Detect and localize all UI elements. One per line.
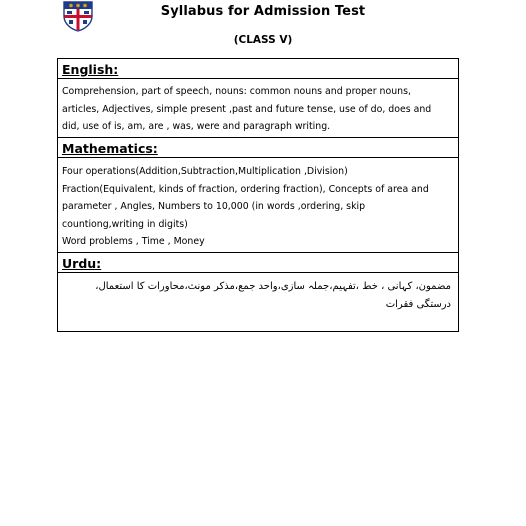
section-heading-mathematics: Mathematics:: [62, 141, 158, 156]
section-heading-english: English:: [62, 62, 119, 77]
section-english: [58, 59, 458, 138]
section-body-mathematics: [58, 158, 458, 252]
section-body-english: [58, 79, 458, 137]
math-line-3: parameter , Angles, Numbers to 10,000 (in words ,ordering, skip: [62, 201, 366, 212]
section-body-urdu: [58, 273, 458, 331]
urdu-line-2: درستگی فقرات: [385, 299, 451, 310]
english-line-2: articles, Adjectives, simple present ,past and future tense, use of do, does and: [62, 103, 432, 115]
syllabus-table: [57, 58, 459, 332]
english-line-3: did, use of is, am, are , was, were and paragraph writing.: [62, 121, 331, 132]
english-line-1: Comprehension, part of speech, nouns: common nouns and proper nouns,: [62, 86, 411, 97]
section-heading: [58, 59, 458, 79]
math-line-5: Word problems , Time , Money: [62, 236, 205, 247]
document-title: Syllabus for Admission Test: [160, 4, 366, 19]
section-heading: [58, 138, 458, 158]
section-urdu: [58, 253, 458, 331]
math-line-2: Fraction(Equivalent, kinds of fraction, ordering fraction), Concepts of area and: [62, 183, 429, 195]
math-line-1: Four operations(Addition,Subtraction,Multiplication ,Division): [62, 166, 348, 177]
section-mathematics: [58, 138, 458, 253]
section-heading: [58, 253, 458, 273]
urdu-line-1: مضمون، کہانی ، خط ،تفہیم،جملہ سازی،واحد جمع،مذکر مونث،محاورات کا استعمال،: [95, 281, 451, 292]
section-heading-urdu: Urdu:: [62, 256, 102, 271]
math-line-4: countiong,writing in digits): [62, 218, 188, 230]
document-subtitle: (CLASS V): [233, 34, 293, 46]
